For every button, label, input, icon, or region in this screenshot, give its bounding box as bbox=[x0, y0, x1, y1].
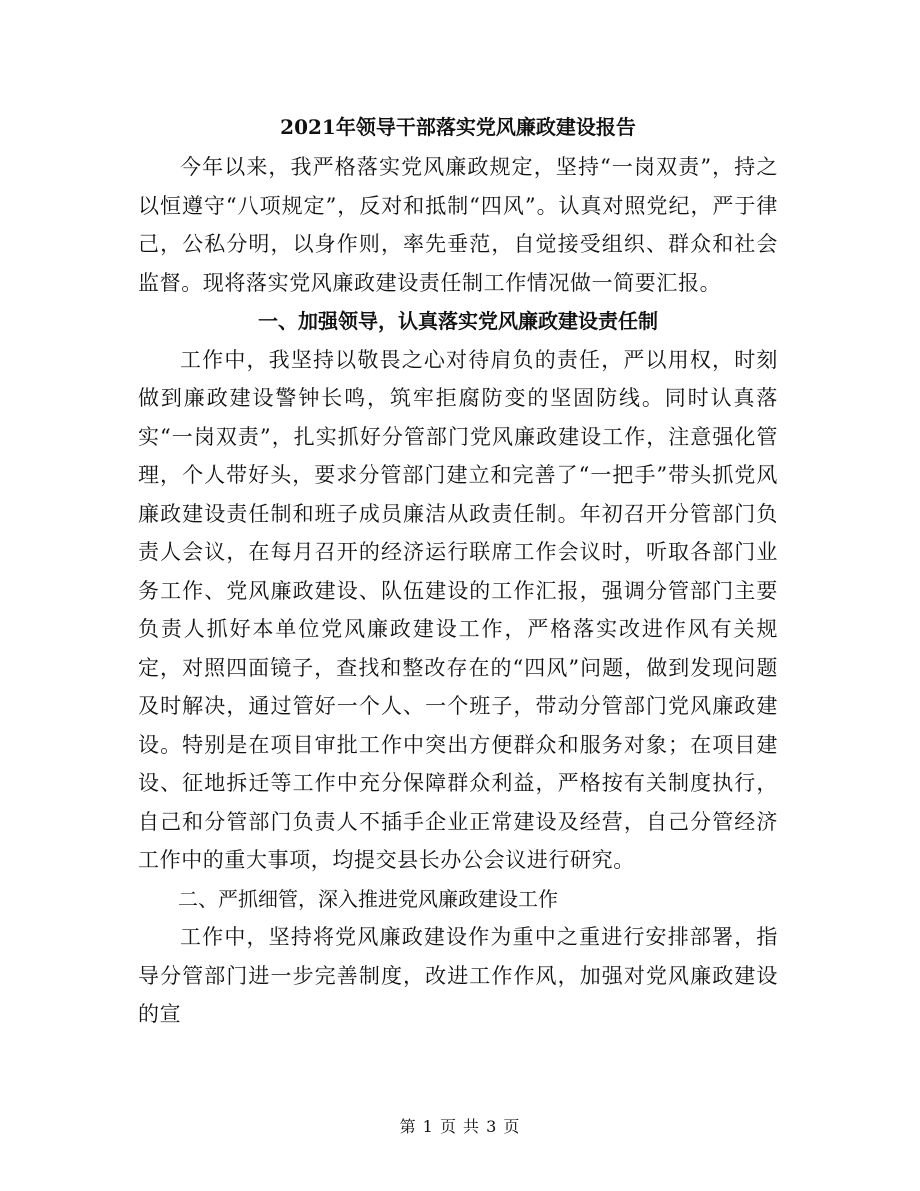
section-1-heading: 一、加强领导，认真落实党风廉政建设责任制 bbox=[258, 309, 658, 333]
page-number-footer: 第 1 页 共 3 页 bbox=[399, 1117, 521, 1136]
section-2-heading: 二、严抓细管，深入推进党风廉政建设工作 bbox=[178, 886, 558, 911]
section-2-paragraph: 工作中，坚持将党风廉政建设作为重中之重进行安排部署，指导分管部门进一步完善制度，改进工作作风，加强对党风廉政建设的宣 bbox=[138, 925, 778, 1026]
document-content bbox=[138, 106, 778, 1034]
intro-paragraph: 今年以来，我严格落实党风廉政规定，坚持“一岗双责”，持之以恒遵守“八项规定”，反对和抵制“四风”。认真对照党纪，严于律己，公私分明，以身作则，率先垂范，自觉接受组织、群众和社会监督。现将落实党风廉政建设责任制工作情况做一简要汇报。 bbox=[138, 155, 778, 295]
document-title: 2021年领导干部落实党风廉政建设报告 bbox=[280, 115, 636, 139]
section-1-paragraph: 工作中，我坚持以敬畏之心对待肩负的责任，严以用权，时刻做到廉政建设警钟长鸣，筑牢拒腐防变的坚固防线。同时认真落实“一岗双责”，扎实抓好分管部门党风廉政建设工作，注意强化管理，个人带好头，要求分管部门建立和完善了“一把手”带头抓党风廉政建设责任制和班子成员廉洁从政责任制。年初召开分管部门负责人会议，在每月召开的经济运行联席工作会议时，听取各部门业务工作、党风廉政建设、队伍建设的工作汇报，强调分管部门主要负责人抓好本单位党风廉政建设工作，严格落实改进作风有关规定，对照四面镜子，查找和整改存在的“四风”问题，做到发现问题及时解决，通过管好一个人、一个班子，带动分管部门党风廉政建设。特别是在项目审批工作中突出方便群众和服务对象；在项目建设、征地拆迁等工作中充分保障群众利益，严格按有关制度执行，自己和分管部门负责人不插手企业正常建设及经营，自己分管经济工作中的重大事项，均提交县长办公会议进行研究。 bbox=[138, 347, 778, 872]
